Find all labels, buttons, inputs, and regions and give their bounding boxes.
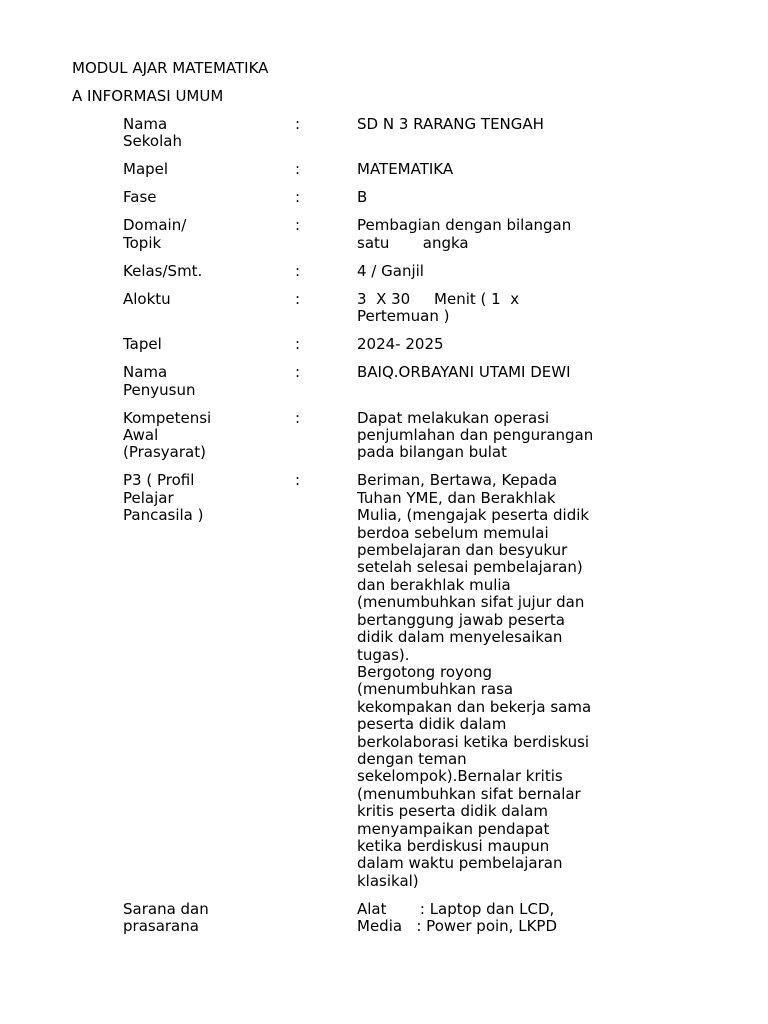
- info-row-year: [123, 336, 663, 353]
- row-label: P3 ( Profil Pelajar Pancasila ): [123, 471, 204, 525]
- row-value: Alat : Laptop dan LCD, Media : Power poin, LKPD: [357, 899, 557, 936]
- row-value: MATEMATIKA: [357, 160, 454, 179]
- info-row-facilities: [123, 901, 663, 936]
- row-label: Tapel: [123, 335, 162, 354]
- row-label: Mapel: [123, 160, 169, 179]
- info-row-time: [123, 291, 663, 326]
- row-value: Pembagian dengan bilangan satu angka: [357, 216, 572, 252]
- info-row-author: [123, 364, 663, 399]
- row-separator: :: [295, 188, 301, 207]
- row-separator: :: [295, 408, 301, 427]
- row-label: Sarana dan prasarana: [123, 899, 209, 936]
- row-separator: :: [295, 115, 301, 133]
- row-value: SD N 3 RARANG TENGAH: [357, 115, 544, 133]
- info-row-phase: [123, 189, 663, 206]
- row-value: 4 / Ganjil: [357, 261, 424, 280]
- row-label: Aloktu: [123, 289, 171, 308]
- row-separator: :: [295, 363, 301, 382]
- row-separator: :: [295, 289, 301, 308]
- row-label: Fase: [123, 188, 157, 207]
- row-label: Nama Penyusun: [123, 363, 196, 399]
- row-label: Nama Sekolah: [123, 115, 182, 151]
- row-label: Domain/ Topik: [123, 216, 187, 252]
- info-table: [123, 116, 663, 946]
- row-value: 2024- 2025: [357, 335, 444, 354]
- info-row-domain: [123, 217, 663, 252]
- row-separator: :: [295, 471, 301, 490]
- info-row-school: [123, 116, 663, 151]
- row-label: Kompetensi Awal (Prasyarat): [123, 408, 212, 462]
- row-separator: :: [295, 160, 301, 179]
- row-separator: [295, 901, 357, 936]
- row-value: BAIQ.ORBAYANI UTAMI DEWI: [357, 363, 571, 382]
- row-separator: :: [295, 216, 301, 235]
- section-heading: A INFORMASI UMUM: [72, 87, 224, 105]
- row-value: Dapat melakukan operasi penjumlahan dan pengurangan pada bilangan bulat: [357, 408, 594, 462]
- row-value: B: [357, 188, 368, 207]
- info-row-class: [123, 263, 663, 280]
- info-row-subject: [123, 161, 663, 178]
- document-title: MODUL AJAR MATEMATIKA: [72, 59, 269, 77]
- info-row-profile: [123, 472, 663, 890]
- row-label: Kelas/Smt.: [123, 261, 203, 280]
- info-row-prerequisite: [123, 410, 663, 462]
- row-separator: :: [295, 335, 301, 354]
- row-value: Beriman, Bertawa, Kepada Tuhan YME, dan Berakhlak Mulia, (mengajak peserta didik berdoa sebelum memulai pembelajaran dan besyukur setelah selesai pembelajaran) dan berakhlak mulia (menumbuhkan sifat jujur dan bertanggung jawab peserta didik dalam menyelesaikan tugas). Bergotong royong (menumbuhkan rasa kekompakan dan bekerja sama peserta didik dalam berkolaborasi ketika berdiskusi dengan teman sekelompok).Bernalar kritis (menumbuhkan sifat bernalar kritis peserta didik dalam menyampaikan pendapat ketika berdiskusi maupun dalam waktu pembelajaran klasikal): [357, 471, 592, 890]
- row-value: 3 X 30 Menit ( 1 x Pertemuan ): [357, 289, 520, 326]
- row-separator: :: [295, 261, 301, 280]
